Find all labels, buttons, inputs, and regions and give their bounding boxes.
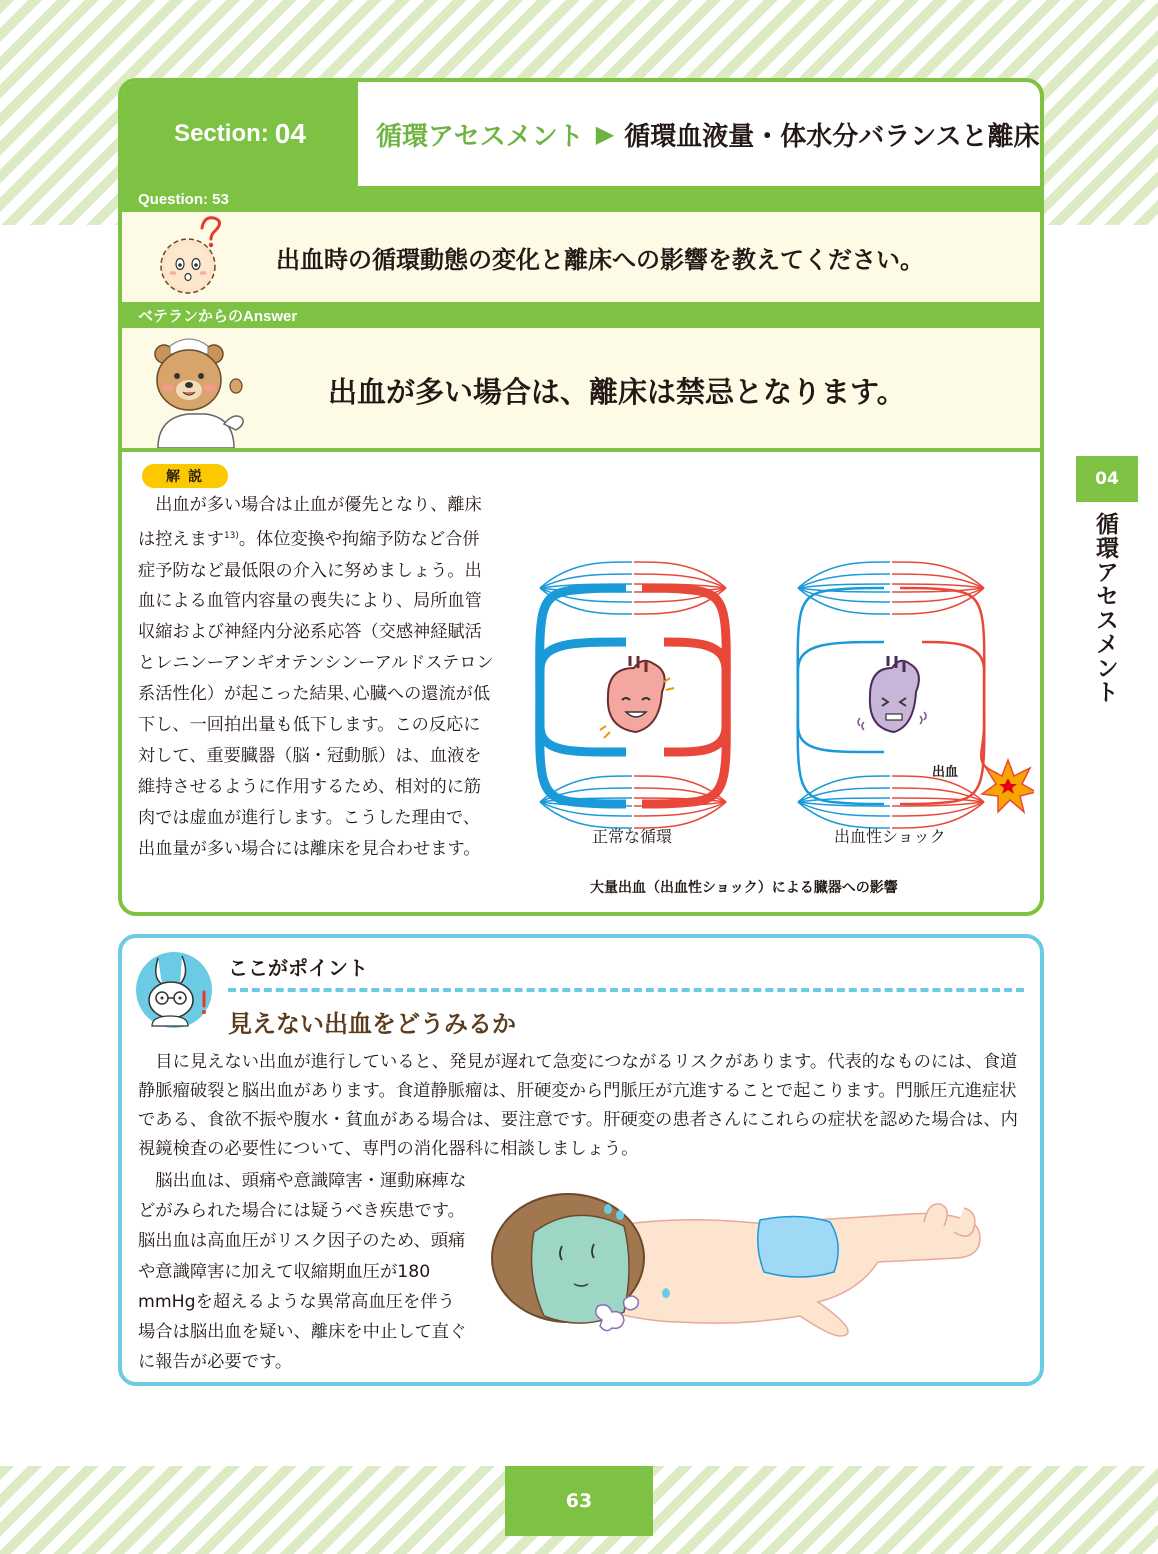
point-paragraph-1: 目に見えない出血が進行していると、発見が遅れて急変につながるリスクがあります。代表的なものには、食道静脈瘤破裂と脳出血があります。食道静脈瘤は、肝硬変から門脈圧が亢進することで起こります。門脈圧亢進症状である、食欲不振や腹水・貧血がある場合は、要注意です。肝硬変の患者さんにこれらの症状を認めた場合は、内視鏡検査の必要性について、専門の消化器科に相談しましょう。 xyxy=(138,1052,1018,1159)
qa-card xyxy=(118,78,1044,916)
section-header xyxy=(122,82,1040,186)
section-label: Section: xyxy=(174,120,269,147)
point-title: 見えない出血をどうみるか xyxy=(228,1010,516,1038)
answer-label: ベテランからのAnswer xyxy=(122,302,1040,328)
question-label: Question: 53 xyxy=(122,186,1040,212)
point-paragraph-2: 脳出血は、頭痛や意識障害・運動麻痺などがみられた場合には疑うべき疾患です。脳出血は高血圧がリスク因子のため、頭痛や意識障害に加えて収縮期血圧が180 mmHgを超えるような異常高血圧を伴う場合は脳出血を疑い、離床を中止して直ぐに報告が必要です。 xyxy=(138,1171,467,1373)
point-box xyxy=(118,934,1044,1386)
nurse-bear-icon xyxy=(148,332,248,448)
section-title xyxy=(358,82,1040,186)
page-number: 63 xyxy=(505,1466,653,1536)
shock-heart-icon xyxy=(858,656,926,732)
caption-shock: 出血性ショック xyxy=(834,827,946,846)
explanation-badge: 解説 xyxy=(142,464,228,488)
explanation-part2: 。体位変換や拘縮予防など合併症予防など最低限の介入に努めましょう。出血による血管内容量の喪失により、局所血管収縮および神経内分泌系応答（交感神経賦活とレニンーアンギオテンシンーアルドステロン系活性化）が起こった結果､心臓への還流が低下し、一回拍出量も低下します。この反応に対して、重要臓器（脳・冠動脈）は、血液を維持させるように作用するため、相対的に筋肉では虚血が進行します。こうした理由で、出血量が多い場合には離床を見合わせます。 xyxy=(138,529,494,859)
section-arrow-icon: ▶ xyxy=(595,120,615,148)
point-dashed-divider xyxy=(228,988,1024,992)
section-category: 循環アセスメント xyxy=(376,121,584,152)
bleeding-burst-icon xyxy=(982,760,1034,812)
normal-circulation-diagram xyxy=(540,562,727,828)
section-number-block xyxy=(122,82,358,186)
point-label: ここがポイント xyxy=(228,956,368,980)
answer-row xyxy=(122,328,1040,448)
section-subtitle: 循環血液量・体水分バランスと離床 xyxy=(624,121,1040,152)
shock-circulation-diagram xyxy=(798,562,1034,828)
question-row xyxy=(122,212,1040,302)
rabbit-doctor-icon xyxy=(134,950,218,1034)
explanation-text xyxy=(138,490,494,865)
answer-text: 出血が多い場合は、離床は禁忌となります。 xyxy=(328,375,906,409)
section-number: 04 xyxy=(274,118,306,149)
question-mascot-icon xyxy=(152,214,232,300)
side-tab-number: 04 xyxy=(1076,456,1138,502)
reference-mark: 13) xyxy=(223,530,239,541)
unconscious-patient-illustration xyxy=(484,1192,1004,1368)
bleeding-label: 出血 xyxy=(932,765,959,780)
caption-normal: 正常な循環 xyxy=(592,827,673,846)
side-tab-title: 循環アセスメント xyxy=(1092,512,1118,704)
figure-title: 大量出血（出血性ショック）による臓器への影響 xyxy=(590,880,898,896)
explanation-part1: 出血が多い場合は止血が優先となり、離床は控えます xyxy=(138,495,482,550)
question-text: 出血時の循環動態の変化と離床への影響を教えてください。 xyxy=(276,246,924,274)
normal-heart-icon xyxy=(600,656,674,738)
divider xyxy=(122,448,1040,452)
